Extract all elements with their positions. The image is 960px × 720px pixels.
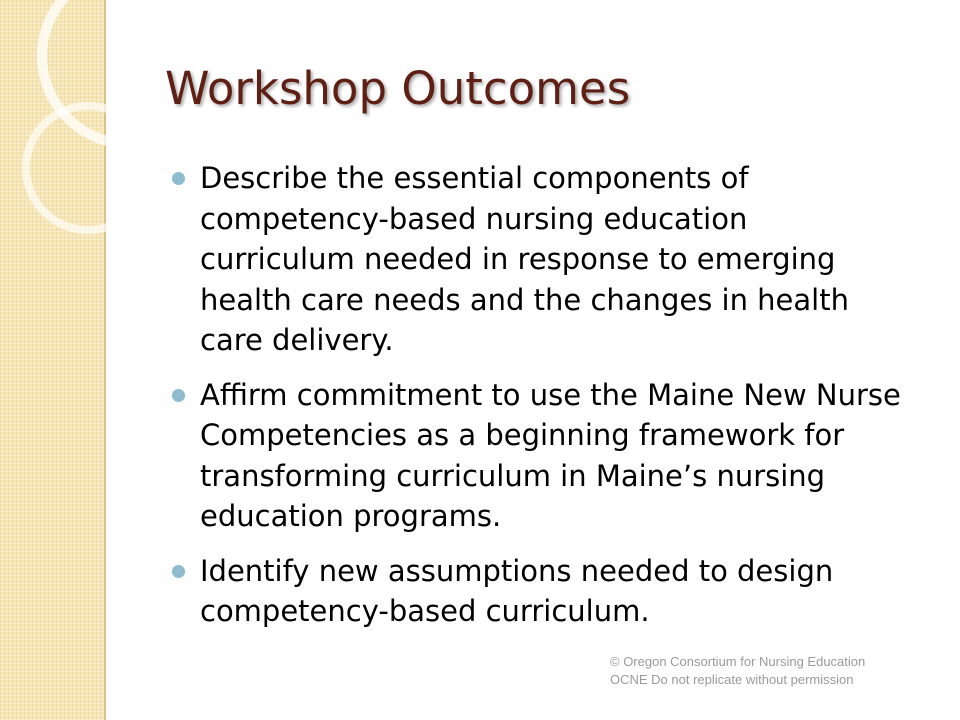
outcome-item — [170, 551, 910, 632]
decorative-ring-small — [26, 106, 150, 230]
bullet-dot-icon — [172, 172, 185, 185]
outcome-text: Describe the essential components of competency-based nursing education curriculum needed in response to emerging health care needs and the changes in health care delivery. — [200, 161, 849, 357]
outcome-item — [170, 375, 910, 537]
slide-title: Workshop Outcomes — [165, 62, 631, 115]
outcome-item — [170, 158, 910, 361]
outcome-text: Affirm commitment to use the Maine New Nurse Competencies as a beginning framework for transforming curriculum in Maine’s nursing education programs. — [200, 377, 901, 533]
bullet-dot-icon — [172, 565, 185, 578]
copyright-notice: © Oregon Consortium for Nursing Education OCNE Do not replicate without permission — [610, 654, 866, 687]
outcome-list — [170, 158, 910, 646]
bullet-dot-icon — [172, 389, 185, 402]
outcome-text: Identify new assumptions needed to design competency-based curriculum. — [200, 553, 834, 628]
